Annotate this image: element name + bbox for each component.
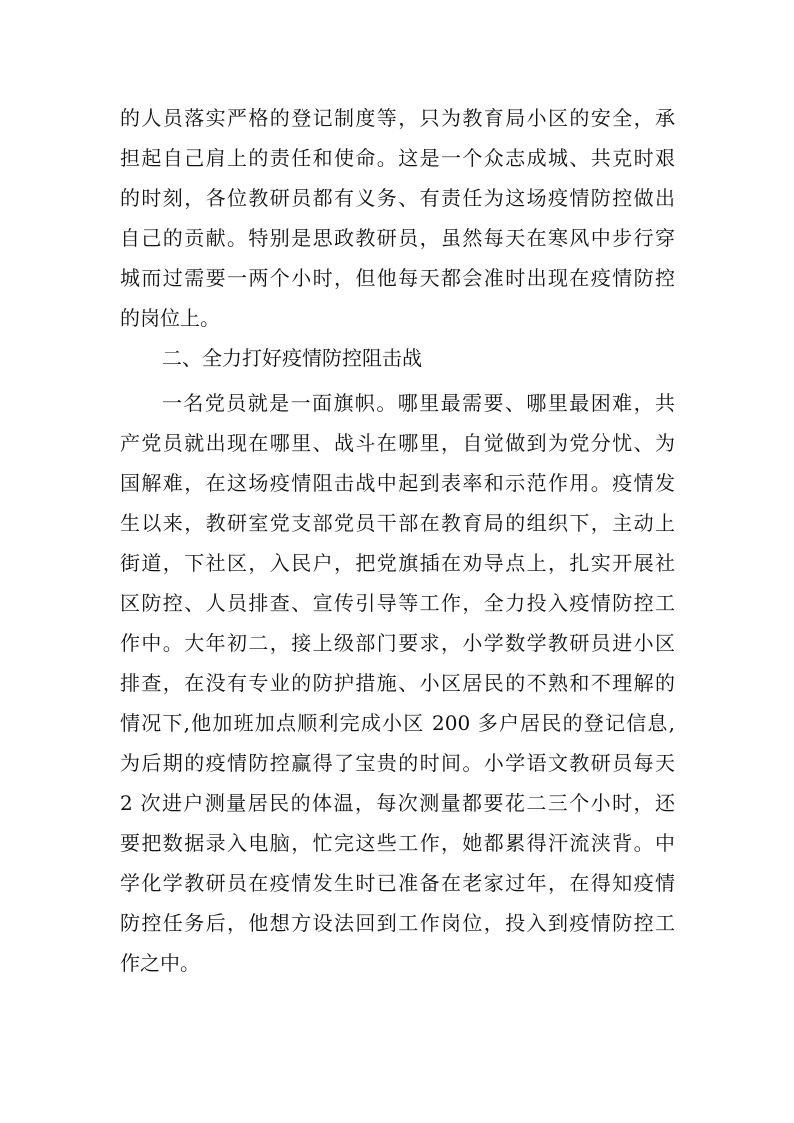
paragraph-2-line-11: 2 次进户测量居民的体温，每次测量都要花二三个小时，还 [120, 791, 675, 815]
section-heading: 二、全力打好疫情防控阻击战 [162, 346, 422, 370]
paragraph-2-line-12: 要把数据录入电脑，忙完这些工作，她都累得汗流浃背。中 [120, 831, 675, 855]
paragraph-2-line-13: 学化学教研员在疫情发生时已准备在老家过年，在得知疫情 [120, 871, 675, 895]
paragraph-2-line-7: 作中。大年初二，接上级部门要求，小学数学教研员进小区 [120, 631, 675, 655]
paragraph-2-line-8: 排查，在没有专业的防护措施、小区居民的不熟和不理解的 [120, 671, 675, 695]
paragraph-2-line-10: 为后期的疫情防控赢得了宝贵的时间。小学语文教研员每天 [120, 751, 675, 775]
paragraph-2-line-4: 生以来，教研室党支部党员干部在教育局的组织下，主动上 [120, 511, 675, 535]
paragraph-1-line-3: 的时刻，各位教研员都有义务、有责任为这场疫情防控做出 [120, 186, 675, 210]
paragraph-1-line-1: 的人员落实严格的登记制度等，只为教育局小区的安全，承 [120, 106, 675, 130]
paragraph-2-line-6: 区防控、人员排查、宣传引导等工作，全力投入疫情防控工 [120, 591, 675, 615]
paragraph-2-line-5: 街道，下社区，入民户，把党旗插在劝导点上，扎实开展社 [120, 551, 675, 575]
paragraph-2-line-9: 情况下,他加班加点顺利完成小区 200 多户居民的登记信息, [120, 711, 675, 735]
paragraph-2-line-14: 防控任务后，他想方设法回到工作岗位，投入到疫情防控工 [120, 911, 675, 935]
paragraph-2-line-1: 一名党员就是一面旗帜。哪里最需要、哪里最困难，共 [162, 391, 675, 415]
paragraph-1-line-2: 担起自己肩上的责任和使命。这是一个众志成城、共克时艰 [120, 146, 675, 170]
paragraph-1-line-4: 自己的贡献。特别是思政教研员，虽然每天在寒风中步行穿 [120, 226, 675, 250]
paragraph-2-line-15: 作之中。 [120, 951, 200, 975]
paragraph-2-line-2: 产党员就出现在哪里、战斗在哪里，自觉做到为党分忧、为 [120, 431, 675, 455]
paragraph-1-line-5: 城而过需要一两个小时，但他每天都会准时出现在疫情防控 [120, 266, 675, 290]
paragraph-2-line-3: 国解难，在这场疫情阻击战中起到表率和示范作用。疫情发 [120, 471, 675, 495]
paragraph-1-line-6: 的岗位上。 [120, 306, 220, 330]
